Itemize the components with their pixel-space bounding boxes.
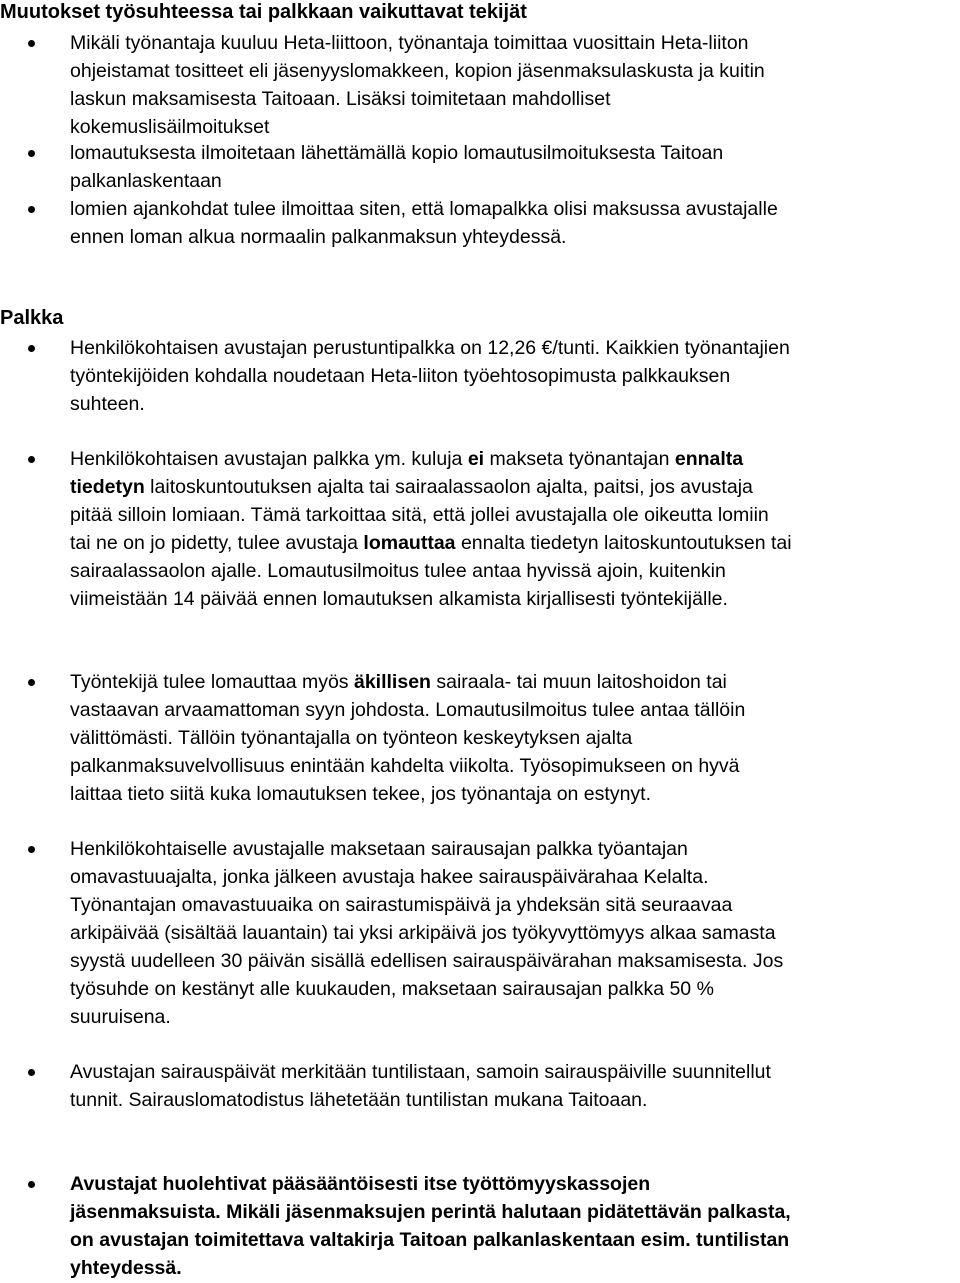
bullet-icon — [28, 1069, 35, 1076]
bullet-icon — [28, 1181, 35, 1188]
bullet-icon — [28, 345, 35, 352]
bullet-icon — [28, 846, 35, 853]
list-item-text: Henkilökohtaiselle avustajalle maksetaan sairausajan palkka työantajan omavastuuajalta, jonka jälkeen avustaja hakee sairauspäivärahaa Kelalta. Työnantajan omavastuuaika on sairastumispäivä ja yhdeksän sitä seuraavaa arkipäivää (sisältää lauantain) tai yksi arkipäivä jos työkyvyttömyys alkaa samasta syystä uudelleen 30 päivän sisällä edellisen sairauspäivärahan maksamisesta. Jos työsuhde on kestänyt alle kuukauden, maksetaan sairausajan palkka 50 % suuruisena. — [70, 838, 784, 1028]
list-item-text: Työntekijä tulee lomauttaa myös äkillisen sairaala- tai muun laitoshoidon tai vastaavan arvaamattoman syyn johdosta. Lomautusilmoitus tulee antaa tällöin välittömästi. Tällöin työnantajalla on työnteon keskeytyksen ajalta palkanmaksuvelvollisuus enintään kahdelta viikolta. Työsopimukseen on hyvä laittaa tieto siitä kuka lomautuksen tekee, jos työnantaja on estynyt. — [70, 671, 746, 805]
bullet-icon — [28, 206, 35, 213]
list-item-text: Avustajat huolehtivat pääsääntöisesti itse työttömyyskassojen jäsenmaksuista. Mikäli jäsenmaksujen perintä halutaan pidätettävän palkasta, on avustajan toimitettava valtakirja Taitoan palkanlaskentaan esim. tuntilistan yhteydessä. — [70, 1173, 791, 1279]
list-item-text: lomautuksesta ilmoitetaan lähettämällä kopio lomautusilmoituksesta Taitoan palkanlaskentaan — [70, 142, 724, 192]
section-heading-employment-changes: Muutokset työsuhteessa tai palkkaan vaikuttavat tekijät — [0, 1, 527, 23]
list-item-text: Mikäli työnantaja kuuluu Heta-liittoon, työnantaja toimittaa vuosittain Heta-liiton ohjeistamat tositteet eli jäsenyyslomakkeen, kopion jäsenmaksulaskusta ja kuitin laskun maksamisesta Taitoaan. Lisäksi toimitetaan mahdolliset kokemuslisäilmoitukset — [70, 32, 765, 138]
bullet-icon — [28, 456, 35, 463]
section-heading-palkka: Palkka — [0, 307, 64, 329]
bullet-icon — [28, 150, 35, 157]
bullet-icon — [28, 679, 35, 686]
bullet-icon — [28, 40, 35, 47]
list-item-text: Henkilökohtaisen avustajan palkka ym. kuluja ei makseta työnantajan ennalta tiedetyn laitoskuntoutuksen ajalta tai sairaalassaolon ajalta, paitsi, jos avustaja pitää silloin lomiaan. Tämä tarkoittaa sitä, että jollei avustajalla ole oikeutta lomiin tai ne on jo pidetty, tulee avustaja lomauttaa ennalta tiedetyn laitoskuntoutuksen tai sairaalassaolon ajalle. Lomautusilmoitus tulee antaa hyvissä ajoin, kuitenkin viimeistään 14 päivää ennen lomautuksen alkamista kirjallisesti työntekijälle. — [70, 448, 792, 610]
list-item-text: Avustajan sairauspäivät merkitään tuntilistaan, samoin sairauspäiville suunnitellut tunnit. Sairauslomatodistus lähetetään tuntilistan mukana Taitoaan. — [70, 1061, 771, 1111]
list-item-text: Henkilökohtaisen avustajan perustuntipalkka on 12,26 €/tunti. Kaikkien työnantajien työntekijöiden kohdalla noudetaan Heta-liiton työehtosopimusta palkkauksen suhteen. — [70, 337, 790, 415]
list-item-text: lomien ajankohdat tulee ilmoittaa siten, että lomapalkka olisi maksussa avustajalle ennen loman alkua normaalin palkanmaksun yhteydessä. — [70, 198, 778, 248]
